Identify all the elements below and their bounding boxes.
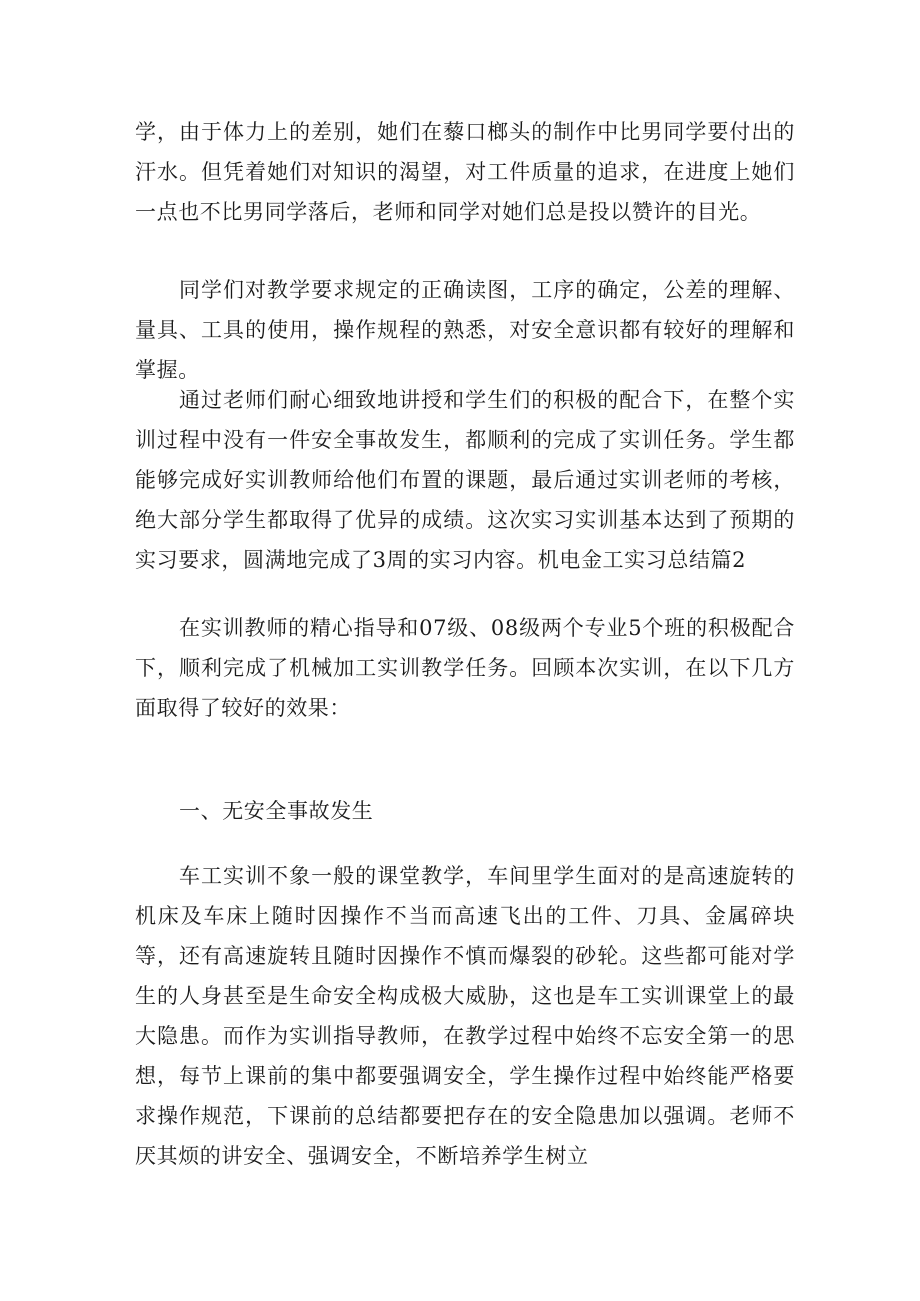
paragraph-safety-results: 通过老师们耐心细致地讲授和学生们的积极的配合下，在整个实训过程中没有一件安全事故发生，都顺利的完成了实训任务。学生都能够完成好实训教师给他们布置的课题，最后通过实训老师的考核，绝大部分学生都取得了优异的成绩。这次实习实训基本达到了预期的实习要求，圆满地完成了3周的实习内容。机电金工实习总结篇2 — [135, 388, 795, 572]
paragraph-article-2-intro: 在实训教师的精心指导和07级、08级两个专业5个班的积极配合下，顺利完成了机械加工实训教学任务。回顾本次实训，在以下几方面取得了较好的效果： — [135, 616, 795, 720]
section-heading-no-accidents: 一、无安全事故发生 — [179, 799, 374, 823]
paragraph-continuation: 学，由于体力上的差别，她们在藜口榔头的制作中比男同学要付出的汗水。但凭着她们对知识的渴望，对工件质量的追求，在进度上她们一点也不比男同学落后，老师和同学对她们总是投以赞许的目光。 — [135, 120, 795, 224]
paragraph-lathe-safety: 车工实训不象一般的课堂教学，车间里学生面对的是高速旋转的机床及车床上随时因操作不当而高速飞出的工件、刀具、金属碎块等，还有高速旋转且随时因操作不慎而爆裂的砂轮。这些都可能对学生的人身甚至是生命安全构成极大威胁，这也是车工实训课堂上的最大隐患。而作为实训指导教师，在教学过程中始终不忘安全第一的思想，每节上课前的集中都要强调安全，学生操作过程中始终能严格要求操作规范，下课前的总结都要把存在的安全隐患加以强调。老师不厌其烦的讲安全、强调安全，不断培养学生树立 — [135, 864, 795, 1168]
paragraph-skills: 同学们对教学要求规定的正确读图，工序的确定，公差的理解、量具、工具的使用，操作规程的熟悉，对安全意识都有较好的理解和掌握。 — [135, 278, 795, 382]
